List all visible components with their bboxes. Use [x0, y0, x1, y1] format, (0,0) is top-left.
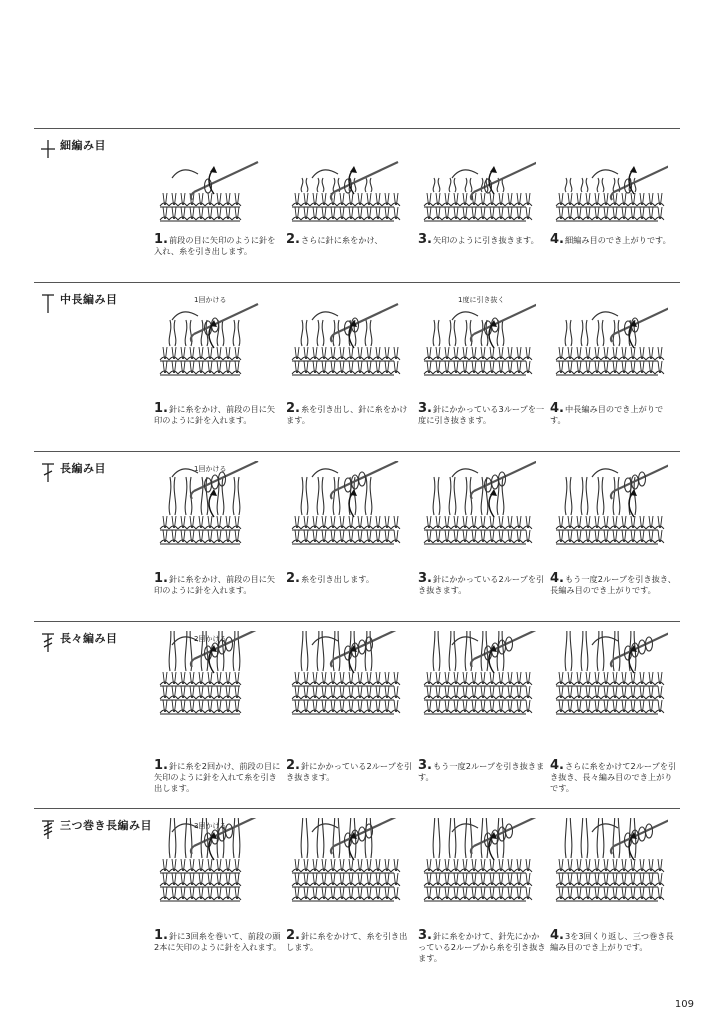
step-illustration	[418, 818, 536, 910]
step-illustration	[154, 631, 272, 723]
step-text: 矢印のように引き抜きます。	[432, 235, 539, 245]
step-number: 2.	[286, 232, 300, 247]
page-number: 109	[674, 999, 694, 1010]
step-caption	[418, 573, 546, 596]
step-illustration	[550, 818, 668, 910]
step-number: 2.	[286, 401, 300, 416]
step-number: 1.	[154, 401, 168, 416]
step-number: 3.	[418, 232, 432, 247]
step-text: さらに針に糸をかけ、	[300, 235, 383, 245]
step-caption	[286, 403, 414, 426]
step-caption	[418, 234, 546, 246]
illustration-label: 1度に引き抜く	[458, 296, 505, 304]
step-text: 3を3回くり返し、三つ巻き長編み目のでき上がりです。	[550, 931, 674, 952]
step-illustration	[286, 138, 404, 230]
section-title: 中長編み目	[60, 293, 118, 306]
step-illustration	[286, 818, 404, 910]
step-caption	[418, 403, 546, 426]
section-title: 三つ巻き長編み目	[60, 819, 152, 832]
step-text: さらに糸をかけて2ループを引き抜き、長々編み目のでき上がりです。	[550, 761, 677, 793]
step-caption	[154, 403, 282, 426]
step-4	[550, 292, 680, 447]
step-number: 3.	[418, 758, 432, 773]
step-3	[418, 292, 548, 447]
step-caption	[154, 234, 282, 257]
step-text: もう一度2ループを引き抜きます。	[418, 761, 545, 782]
stitch-section	[34, 282, 680, 451]
stitch-section	[34, 128, 680, 282]
step-text: 糸を引き出し、針に糸をかけます。	[286, 404, 408, 425]
step-3	[418, 461, 548, 617]
step-1	[154, 461, 284, 617]
step-illustration	[550, 631, 668, 723]
step-text: 針にかかっている2ループを引き抜きます。	[286, 761, 413, 782]
step-text: 針にかかっている3ループを一度に引き抜きます。	[418, 404, 545, 425]
section-divider	[34, 128, 680, 129]
step-illustration	[550, 292, 668, 384]
step-text: 前段の目に矢印のように針を入れ、糸を引き出します。	[154, 235, 276, 256]
section-divider	[34, 621, 680, 622]
step-text: 中長編み目のでき上がりです。	[550, 404, 664, 425]
step-caption	[154, 760, 282, 794]
step-4	[550, 461, 680, 617]
step-number: 4.	[550, 401, 564, 416]
step-number: 3.	[418, 401, 432, 416]
step-1	[154, 631, 284, 804]
step-text: 針に糸をかけて、糸を引き出します。	[286, 931, 408, 952]
step-1	[154, 818, 284, 978]
step-illustration	[418, 292, 536, 384]
step-illustration	[154, 292, 272, 384]
step-2	[286, 631, 416, 804]
section-divider	[34, 451, 680, 452]
step-text: 針に糸を2回かけ、前段の目に矢印のように針を入れて糸を引き出します。	[154, 761, 281, 793]
step-caption	[286, 760, 414, 783]
step-2	[286, 461, 416, 617]
step-caption	[154, 573, 282, 596]
step-text: 針に糸をかけ、前段の目に矢印のように針を入れます。	[154, 574, 276, 595]
step-2	[286, 818, 416, 978]
illustration-label: 1回かける	[194, 296, 227, 304]
step-illustration	[418, 461, 536, 553]
step-illustration	[154, 818, 272, 910]
step-caption	[286, 573, 414, 585]
section-title: 長編み目	[60, 462, 106, 475]
step-text: 糸を引き出します。	[300, 574, 375, 584]
step-caption	[286, 930, 414, 953]
step-illustration	[286, 292, 404, 384]
step-number: 1.	[154, 571, 168, 586]
illustration-label: 3回かける	[194, 822, 227, 830]
step-caption	[550, 234, 678, 246]
step-illustration	[550, 138, 668, 230]
stitch-symbol-icon	[40, 292, 56, 314]
step-number: 1.	[154, 232, 168, 247]
step-caption	[550, 760, 678, 794]
step-text: 細編み目のでき上がりです。	[564, 235, 671, 245]
step-number: 3.	[418, 571, 432, 586]
step-illustration	[154, 138, 272, 230]
step-number: 4.	[550, 758, 564, 773]
stitch-symbol-icon	[40, 461, 56, 483]
step-illustration	[286, 461, 404, 553]
step-2	[286, 138, 416, 278]
step-illustration	[418, 138, 536, 230]
step-text: 針に糸をかけて、針先にかかっている2ループから糸を引き抜きます。	[418, 931, 546, 963]
section-title: 長々編み目	[60, 632, 118, 645]
step-number: 4.	[550, 232, 564, 247]
step-4	[550, 631, 680, 804]
step-number: 3.	[418, 928, 432, 943]
step-1	[154, 138, 284, 278]
illustration-label: 1回かける	[194, 465, 227, 473]
step-text: 針にかかっている2ループを引き抜きます。	[418, 574, 545, 595]
stitch-section	[34, 621, 680, 808]
step-number: 1.	[154, 758, 168, 773]
step-number: 2.	[286, 928, 300, 943]
step-3	[418, 818, 548, 978]
step-caption	[286, 234, 414, 246]
step-caption	[418, 930, 546, 964]
step-number: 2.	[286, 571, 300, 586]
step-4	[550, 138, 680, 278]
step-number: 1.	[154, 928, 168, 943]
step-2	[286, 292, 416, 447]
step-caption	[154, 930, 282, 953]
section-title: 細編み目	[60, 139, 106, 152]
illustration-label: 2回かける	[194, 635, 227, 643]
step-3	[418, 631, 548, 804]
step-number: 4.	[550, 928, 564, 943]
stitch-symbol-icon	[40, 818, 56, 840]
step-number: 2.	[286, 758, 300, 773]
step-3	[418, 138, 548, 278]
step-caption	[550, 403, 678, 426]
step-illustration	[418, 631, 536, 723]
step-caption	[550, 573, 678, 596]
step-caption	[418, 760, 546, 783]
section-divider	[34, 282, 680, 283]
step-text: 針に糸をかけ、前段の目に矢印のように針を入れます。	[154, 404, 276, 425]
stitch-symbol-icon	[40, 631, 56, 653]
step-text: もう一度2ループを引き抜き、長編み目のでき上がりです。	[550, 574, 676, 595]
step-illustration	[154, 461, 272, 553]
step-caption	[550, 930, 678, 953]
step-1	[154, 292, 284, 447]
stitch-section	[34, 451, 680, 621]
step-illustration	[286, 631, 404, 723]
step-text: 針に3回糸を巻いて、前段の頭2本に矢印のように針を入れます。	[154, 931, 282, 952]
step-illustration	[550, 461, 668, 553]
section-divider	[34, 808, 680, 809]
stitch-symbol-icon	[40, 138, 56, 160]
step-number: 4.	[550, 571, 564, 586]
stitch-section	[34, 808, 680, 988]
step-4	[550, 818, 680, 978]
